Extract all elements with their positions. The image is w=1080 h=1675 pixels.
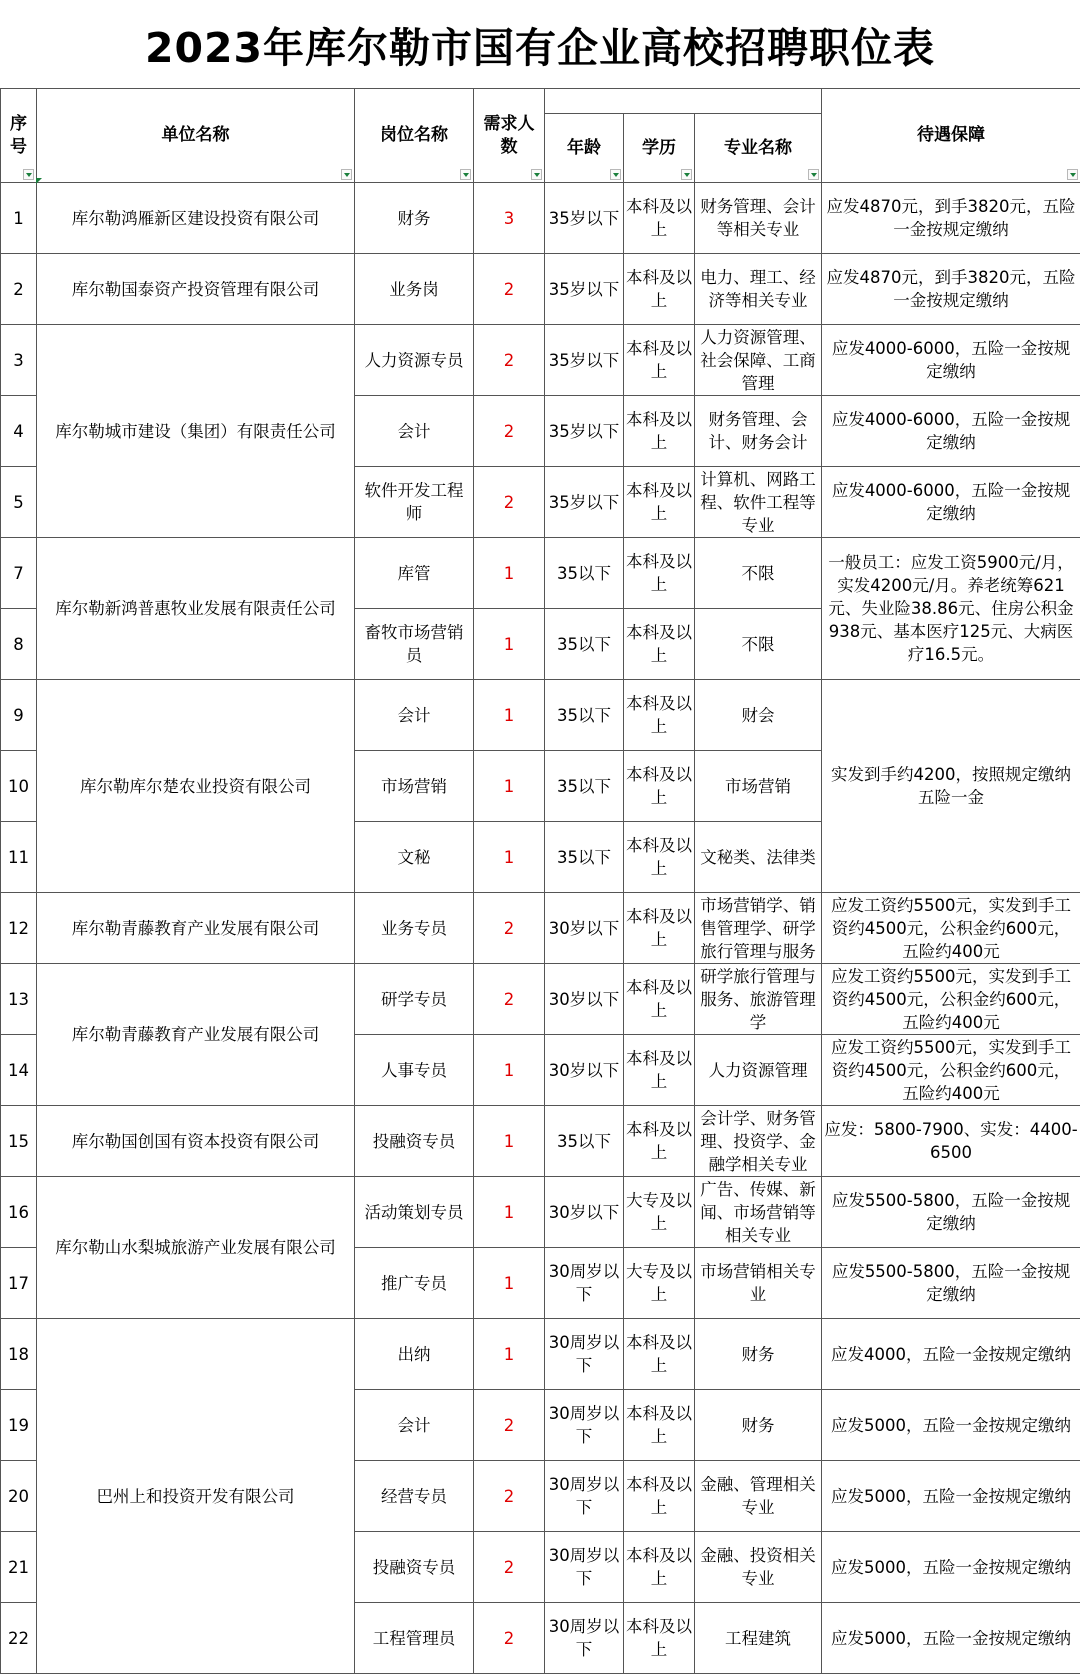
header-benefit[interactable]: 待遇保障 [822, 89, 1080, 183]
cell-age[interactable]: 30周岁以下 [545, 1461, 624, 1532]
cell-unit[interactable]: 库尔勒青藤教育产业发展有限公司 [37, 964, 355, 1106]
cell-seq[interactable]: 2 [1, 254, 37, 325]
table-row [1, 183, 1080, 254]
cell-unit[interactable]: 库尔勒山水梨城旅游产业发展有限公司 [37, 1177, 355, 1319]
cell-seq[interactable]: 4 [1, 396, 37, 467]
cell-edu[interactable]: 本科及以上 [624, 1603, 695, 1674]
cell-age[interactable]: 35以下 [545, 751, 624, 822]
cell-edu[interactable]: 本科及以上 [624, 964, 695, 1035]
cell-count[interactable]: 1 [474, 822, 545, 893]
cell-count[interactable]: 2 [474, 1390, 545, 1461]
cell-unit[interactable]: 库尔勒新鸿普惠牧业发展有限责任公司 [37, 538, 355, 680]
cell-seq[interactable]: 12 [1, 893, 37, 964]
cell-position[interactable]: 畜牧市场营销员 [355, 609, 474, 680]
cell-edu[interactable]: 本科及以上 [624, 325, 695, 396]
cell-major[interactable]: 会计学、财务管理、投资学、金融学相关专业 [695, 1106, 822, 1177]
cell-major[interactable]: 财会 [695, 680, 822, 751]
cell-unit[interactable]: 巴州上和投资开发有限公司 [37, 1319, 355, 1674]
cell-benefit[interactable]: 应发4000-6000，五险一金按规定缴纳 [822, 467, 1080, 538]
header-requirements-group [545, 89, 822, 114]
table-row [1, 254, 1080, 325]
cell-count[interactable]: 3 [474, 183, 545, 254]
cell-seq[interactable]: 18 [1, 1319, 37, 1390]
cell-position[interactable]: 业务专员 [355, 893, 474, 964]
cell-count[interactable]: 2 [474, 254, 545, 325]
cell-edu[interactable]: 本科及以上 [624, 1532, 695, 1603]
cell-edu[interactable]: 大专及以上 [624, 1177, 695, 1248]
header-unit[interactable]: 单位名称 [37, 89, 355, 183]
cell-count[interactable]: 2 [474, 1603, 545, 1674]
cell-position[interactable]: 投融资专员 [355, 1532, 474, 1603]
cell-major[interactable]: 市场营销相关专业 [695, 1248, 822, 1319]
cell-edu[interactable]: 本科及以上 [624, 1461, 695, 1532]
cell-unit[interactable]: 库尔勒库尔楚农业投资有限公司 [37, 680, 355, 893]
cell-major[interactable]: 金融、投资相关专业 [695, 1532, 822, 1603]
cell-major[interactable]: 不限 [695, 609, 822, 680]
cell-position[interactable]: 库管 [355, 538, 474, 609]
cell-position[interactable]: 经营专员 [355, 1461, 474, 1532]
filter-dropdown-icon[interactable] [23, 169, 34, 180]
cell-major[interactable]: 文秘类、法律类 [695, 822, 822, 893]
cell-position[interactable]: 会计 [355, 680, 474, 751]
cell-major[interactable]: 人力资源管理 [695, 1035, 822, 1106]
cell-position[interactable]: 软件开发工程师 [355, 467, 474, 538]
cell-count[interactable]: 2 [474, 325, 545, 396]
header-edu[interactable]: 学历 [624, 114, 695, 183]
table-row [1, 1177, 1080, 1248]
cell-age[interactable]: 30周岁以下 [545, 1319, 624, 1390]
cell-count[interactable]: 1 [474, 1319, 545, 1390]
cell-seq[interactable]: 10 [1, 751, 37, 822]
cell-position[interactable]: 业务岗 [355, 254, 474, 325]
cell-age[interactable]: 30周岁以下 [545, 1390, 624, 1461]
filter-dropdown-icon[interactable] [460, 169, 471, 180]
filter-dropdown-icon[interactable] [681, 169, 692, 180]
cell-benefit[interactable]: 应发4000-6000，五险一金按规定缴纳 [822, 325, 1080, 396]
cell-count[interactable]: 2 [474, 1461, 545, 1532]
cell-age[interactable]: 35以下 [545, 538, 624, 609]
cell-age[interactable]: 35岁以下 [545, 396, 624, 467]
cell-major[interactable]: 市场营销学、销售管理学、研学旅行管理与服务 [695, 893, 822, 964]
cell-seq[interactable]: 20 [1, 1461, 37, 1532]
cell-edu[interactable]: 本科及以上 [624, 538, 695, 609]
cell-benefit[interactable]: 应发5000，五险一金按规定缴纳 [822, 1603, 1080, 1674]
cell-edu[interactable]: 本科及以上 [624, 609, 695, 680]
cell-seq[interactable]: 14 [1, 1035, 37, 1106]
header-major[interactable]: 专业名称 [695, 114, 822, 183]
cell-seq[interactable]: 3 [1, 325, 37, 396]
cell-benefit[interactable]: 一般员工：应发工资5900元/月，实发4200元/月。养老统筹621元、失业险38.86元、住房公积金938元、基本医疗125元、大病医疗16.5元。 [822, 538, 1080, 680]
cell-count[interactable]: 2 [474, 396, 545, 467]
cell-position[interactable]: 财务 [355, 183, 474, 254]
cell-position[interactable]: 研学专员 [355, 964, 474, 1035]
cell-age[interactable]: 35以下 [545, 822, 624, 893]
cell-seq[interactable]: 5 [1, 467, 37, 538]
cell-seq[interactable]: 21 [1, 1532, 37, 1603]
cell-seq[interactable]: 9 [1, 680, 37, 751]
cell-position[interactable]: 人事专员 [355, 1035, 474, 1106]
cell-age[interactable]: 30岁以下 [545, 1035, 624, 1106]
header-row [1, 89, 1080, 114]
cell-unit[interactable]: 库尔勒国泰资产投资管理有限公司 [37, 254, 355, 325]
cell-count[interactable]: 1 [474, 680, 545, 751]
cell-age[interactable]: 30岁以下 [545, 893, 624, 964]
table-row [1, 680, 1080, 751]
cell-count[interactable]: 2 [474, 964, 545, 1035]
cell-edu[interactable]: 本科及以上 [624, 254, 695, 325]
table-row [1, 893, 1080, 964]
header-age[interactable]: 年龄 [545, 114, 624, 183]
job-table [0, 88, 1080, 1674]
page-title: 2023年库尔勒市国有企业高校招聘职位表 [144, 23, 936, 72]
cell-seq[interactable]: 15 [1, 1106, 37, 1177]
cell-count[interactable]: 2 [474, 1532, 545, 1603]
cell-age[interactable]: 30周岁以下 [545, 1248, 624, 1319]
cell-count[interactable]: 1 [474, 538, 545, 609]
header-count[interactable]: 需求人数 [474, 89, 545, 183]
filter-dropdown-icon[interactable] [531, 169, 542, 180]
cell-edu[interactable]: 本科及以上 [624, 751, 695, 822]
cell-position[interactable]: 文秘 [355, 822, 474, 893]
cell-count[interactable]: 2 [474, 893, 545, 964]
cell-count[interactable]: 1 [474, 1248, 545, 1319]
cell-age[interactable]: 35岁以下 [545, 183, 624, 254]
cell-seq[interactable]: 13 [1, 964, 37, 1035]
cell-seq[interactable]: 1 [1, 183, 37, 254]
cell-count[interactable]: 1 [474, 1106, 545, 1177]
cell-age[interactable]: 35岁以下 [545, 254, 624, 325]
cell-count[interactable]: 1 [474, 609, 545, 680]
cell-seq[interactable]: 8 [1, 609, 37, 680]
cell-unit[interactable]: 库尔勒鸿雁新区建设投资有限公司 [37, 183, 355, 254]
cell-edu[interactable]: 本科及以上 [624, 183, 695, 254]
cell-major[interactable]: 财务 [695, 1319, 822, 1390]
cell-age[interactable]: 30岁以下 [545, 1177, 624, 1248]
cell-benefit[interactable]: 应发5500-5800，五险一金按规定缴纳 [822, 1177, 1080, 1248]
filter-dropdown-icon[interactable] [1067, 169, 1078, 180]
cell-seq[interactable]: 19 [1, 1390, 37, 1461]
cell-age[interactable]: 35以下 [545, 1106, 624, 1177]
cell-count[interactable]: 2 [474, 467, 545, 538]
cell-position[interactable]: 市场营销 [355, 751, 474, 822]
cell-edu[interactable]: 本科及以上 [624, 822, 695, 893]
cell-benefit[interactable]: 应发工资约5500元，实发到手工资约4500元，公积金约600元，五险约400元 [822, 964, 1080, 1035]
table-row [1, 325, 1080, 396]
cell-major[interactable]: 金融、管理相关专业 [695, 1461, 822, 1532]
cell-age[interactable]: 35以下 [545, 680, 624, 751]
cell-benefit[interactable]: 应发4000，五险一金按规定缴纳 [822, 1319, 1080, 1390]
cell-edu[interactable]: 本科及以上 [624, 396, 695, 467]
cell-unit[interactable]: 库尔勒城市建设（集团）有限责任公司 [37, 325, 355, 538]
filter-dropdown-icon[interactable] [808, 169, 819, 180]
cell-age[interactable]: 30周岁以下 [545, 1532, 624, 1603]
table-row [1, 1106, 1080, 1177]
cell-benefit[interactable]: 应发工资约5500元，实发到手工资约4500元，公积金约600元，五险约400元 [822, 893, 1080, 964]
cell-position[interactable]: 投融资专员 [355, 1106, 474, 1177]
cell-edu[interactable]: 大专及以上 [624, 1248, 695, 1319]
table-row [1, 964, 1080, 1035]
header-seq[interactable]: 序号 [1, 89, 37, 183]
cell-major[interactable]: 人力资源管理、社会保障、工商管理 [695, 325, 822, 396]
cell-benefit[interactable]: 应发5000，五险一金按规定缴纳 [822, 1532, 1080, 1603]
cell-count[interactable]: 1 [474, 751, 545, 822]
cell-position[interactable]: 会计 [355, 396, 474, 467]
cell-edu[interactable]: 本科及以上 [624, 680, 695, 751]
cell-seq[interactable]: 16 [1, 1177, 37, 1248]
cell-position[interactable]: 出纳 [355, 1319, 474, 1390]
header-position[interactable]: 岗位名称 [355, 89, 474, 183]
cell-seq[interactable]: 22 [1, 1603, 37, 1674]
cell-seq[interactable]: 7 [1, 538, 37, 609]
cell-comment-marker-icon [36, 178, 42, 184]
cell-edu[interactable]: 本科及以上 [624, 1035, 695, 1106]
cell-position[interactable]: 推广专员 [355, 1248, 474, 1319]
filter-dropdown-icon[interactable] [610, 169, 621, 180]
cell-benefit[interactable]: 应发5500-5800，五险一金按规定缴纳 [822, 1248, 1080, 1319]
cell-age[interactable]: 30周岁以下 [545, 1603, 624, 1674]
cell-benefit[interactable]: 应发工资约5500元，实发到手工资约4500元，公积金约600元，五险约400元 [822, 1035, 1080, 1106]
cell-major[interactable]: 不限 [695, 538, 822, 609]
cell-major[interactable]: 工程建筑 [695, 1603, 822, 1674]
cell-age[interactable]: 35岁以下 [545, 467, 624, 538]
cell-edu[interactable]: 本科及以上 [624, 1390, 695, 1461]
cell-benefit[interactable]: 应发4000-6000，五险一金按规定缴纳 [822, 396, 1080, 467]
cell-major[interactable]: 财务管理、会计、财务会计 [695, 396, 822, 467]
cell-benefit[interactable]: 应发4870元，到手3820元，五险一金按规定缴纳 [822, 254, 1080, 325]
cell-benefit[interactable]: 应发5000，五险一金按规定缴纳 [822, 1390, 1080, 1461]
cell-position[interactable]: 人力资源专员 [355, 325, 474, 396]
cell-edu[interactable]: 本科及以上 [624, 1106, 695, 1177]
cell-major[interactable]: 财务管理、会计等相关专业 [695, 183, 822, 254]
table-row [1, 1319, 1080, 1390]
cell-position[interactable]: 活动策划专员 [355, 1177, 474, 1248]
cell-benefit[interactable]: 应发5000，五险一金按规定缴纳 [822, 1461, 1080, 1532]
cell-age[interactable]: 30岁以下 [545, 964, 624, 1035]
cell-benefit[interactable]: 应发4870元，到手3820元，五险一金按规定缴纳 [822, 183, 1080, 254]
cell-major[interactable]: 计算机、网路工程、软件工程等专业 [695, 467, 822, 538]
cell-seq[interactable]: 17 [1, 1248, 37, 1319]
cell-major[interactable]: 研学旅行管理与服务、旅游管理学 [695, 964, 822, 1035]
cell-count[interactable]: 1 [474, 1035, 545, 1106]
cell-benefit[interactable]: 应发：5800-7900、实发：4400-6500 [822, 1106, 1080, 1177]
cell-benefit[interactable]: 实发到手约4200，按照规定缴纳五险一金 [822, 680, 1080, 893]
cell-major[interactable]: 电力、理工、经济等相关专业 [695, 254, 822, 325]
cell-major[interactable]: 市场营销 [695, 751, 822, 822]
cell-unit[interactable]: 库尔勒国创国有资本投资有限公司 [37, 1106, 355, 1177]
cell-age[interactable]: 35岁以下 [545, 325, 624, 396]
cell-age[interactable]: 35以下 [545, 609, 624, 680]
cell-major[interactable]: 财务 [695, 1390, 822, 1461]
filter-dropdown-icon[interactable] [341, 169, 352, 180]
cell-edu[interactable]: 本科及以上 [624, 467, 695, 538]
cell-position[interactable]: 会计 [355, 1390, 474, 1461]
cell-seq[interactable]: 11 [1, 822, 37, 893]
cell-major[interactable]: 广告、传媒、新闻、市场营销等相关专业 [695, 1177, 822, 1248]
cell-edu[interactable]: 本科及以上 [624, 1319, 695, 1390]
cell-position[interactable]: 工程管理员 [355, 1603, 474, 1674]
table-row [1, 538, 1080, 609]
cell-edu[interactable]: 本科及以上 [624, 893, 695, 964]
cell-unit[interactable]: 库尔勒青藤教育产业发展有限公司 [37, 893, 355, 964]
cell-count[interactable]: 1 [474, 1177, 545, 1248]
